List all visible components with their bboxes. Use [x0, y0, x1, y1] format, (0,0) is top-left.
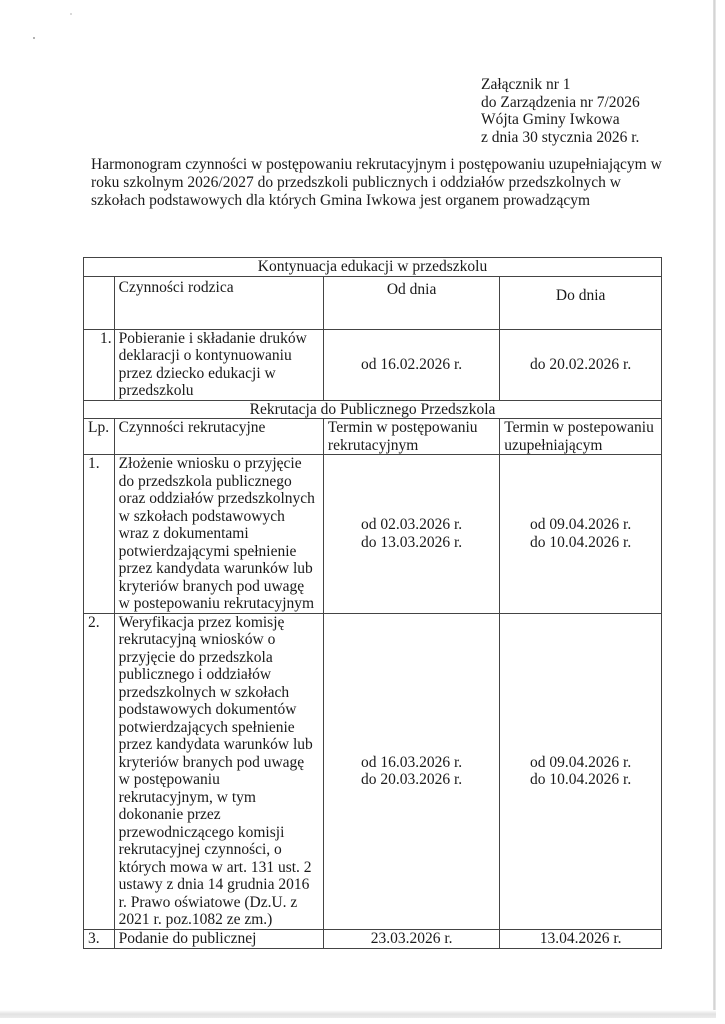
issue-date: z dnia 30 stycznia 2026 r.: [481, 128, 640, 146]
activity-line: kryteriów branych pod uwagę: [118, 577, 305, 595]
date-from: od 02.03.2026 r.: [361, 516, 463, 534]
table-row: [84, 455, 662, 614]
date-range: [361, 516, 462, 551]
header-line: uzupełniającym: [504, 436, 603, 454]
row-number: 2.: [84, 613, 115, 929]
header-from-date: Od dnia: [323, 276, 499, 329]
header-parent-activity: Czynności rodzica: [114, 276, 323, 329]
date-to: do 20.03.2026 r.: [361, 771, 463, 788]
header-line: Termin w postępowaniu: [327, 419, 478, 436]
activity-line: przez dziecko edukacji w: [118, 364, 276, 382]
activity-line: dokonanie przez: [118, 806, 221, 823]
to-date-cell: do 20.02.2026 r.: [500, 329, 662, 400]
date-range: [530, 754, 631, 789]
activity-line: r. Prawo oświatowe (Dz.U. z: [118, 893, 298, 911]
table-row: [84, 929, 662, 948]
header-lp-empty: [84, 276, 115, 329]
activity-line: w szkołach podstawowych: [118, 507, 285, 525]
date-from: od 16.03.2026 r.: [361, 753, 463, 771]
header-recruitment-term: [323, 419, 499, 455]
activity-cell: [114, 613, 323, 929]
header-line: rekrutacyjnym: [327, 436, 419, 454]
header-recruitment-activity: Czynności rekrutacyjne: [114, 419, 323, 455]
recruitment-term-cell: [323, 613, 499, 929]
header-to-date-label: Do dnia: [555, 286, 606, 304]
attachment-header: [481, 76, 640, 146]
table-row: [84, 329, 662, 400]
from-date-cell: od 16.02.2026 r.: [323, 329, 499, 400]
date-to: do 13.03.2026 r.: [361, 533, 463, 551]
activity-line: Weryfikacja przez komisję: [118, 613, 285, 631]
date-to: do 10.04.2026 r.: [530, 533, 632, 551]
date-range: [361, 754, 462, 789]
activity-line: przyjęcie do przedszkola: [118, 648, 273, 666]
activity-line: do przedszkola publicznego: [118, 472, 292, 490]
activity-line: przewodniczącego komisji: [118, 823, 285, 841]
activity-line: kryteriów branych pod uwagę: [118, 753, 305, 771]
activity-line: podstawowych dokumentów: [118, 701, 297, 718]
activity-line: potwierdzającymi spełnienie: [118, 542, 297, 560]
section-title-continuation: Kontynuacja edukacji w przedszkolu: [84, 258, 662, 277]
row-number: 1.: [84, 455, 115, 614]
header-supplementary-term: [500, 419, 662, 455]
regulation-reference: do Zarządzenia nr 7/2026: [481, 93, 640, 111]
activity-line: deklaracji o kontynuowaniu: [118, 347, 292, 364]
activity-line: rekrutacyjnym, w tym: [118, 788, 256, 806]
activity-line: przedszkolnych w szkołach: [118, 683, 290, 701]
recruitment-term-cell: [323, 455, 499, 614]
schedule-table: [83, 257, 662, 949]
activity-cell: [114, 329, 323, 400]
header-to-date: [500, 276, 662, 329]
activity-line: których mowa w art. 131 ust. 2: [118, 858, 312, 876]
activity-line: przedszkolu: [118, 382, 194, 399]
section-title-recruitment: Rekrutacja do Publicznego Przedszkola: [84, 400, 662, 419]
activity-cell: [114, 455, 323, 614]
row-number: 1.: [84, 329, 115, 400]
date-to: do 10.04.2026 r.: [530, 771, 632, 788]
column-header-row: [84, 276, 662, 329]
section-header-row: [84, 258, 662, 277]
activity-line: w postępowaniu: [118, 771, 220, 788]
header-lp: Lp.: [84, 419, 115, 455]
activity-line: w postepowaniu rekrutacyjnym: [118, 595, 315, 612]
activity-line: Pobieranie i składanie druków: [118, 329, 307, 347]
activity-cell: [114, 929, 323, 948]
date-from: od 09.04.2026 r.: [530, 753, 632, 771]
scan-edge-bottom: [0, 1010, 716, 1018]
activity-line: rekrutacyjną wniosków o: [118, 631, 276, 648]
activity-line: wraz z dokumentami: [118, 525, 249, 542]
recruitment-term-cell: 23.03.2026 r.: [323, 929, 499, 948]
supplementary-term-cell: [500, 613, 662, 929]
title-line: szkołach podstawowych dla których Gmina Iwkowa jest organem prowadzącym: [91, 192, 591, 209]
date-range: [530, 516, 631, 551]
title-line: Harmonogram czynności w postępowaniu rekrutacyjnym i postępowaniu uzupełniającym w: [91, 156, 662, 173]
activity-line: potwierdzających spełnienie: [118, 718, 295, 736]
activity-line: przez kandydata warunków lub: [118, 560, 313, 577]
row-number: 3.: [84, 929, 115, 948]
title-line: roku szkolnym 2026/2027 do przedszkoli publicznych i oddziałów przedszkolnych w: [91, 174, 621, 191]
document-title: [91, 156, 661, 210]
section-header-row: [84, 400, 662, 419]
scan-edge-right: [713, 0, 716, 1014]
table-row: [84, 613, 662, 929]
activity-line: publicznego i oddziałów: [118, 666, 272, 683]
activity-line: oraz oddziałów przedszkolnych: [118, 490, 315, 507]
header-line: Termin w postepowaniu: [504, 419, 654, 436]
activity-line: ustawy z dnia 14 grudnia 2016: [118, 876, 310, 893]
date-from: od 09.04.2026 r.: [530, 516, 632, 534]
scan-speck: [70, 13, 72, 15]
activity-line: 2021 r. poz.1082 ze zm.): [118, 911, 273, 928]
supplementary-term-cell: [500, 455, 662, 614]
activity-line: przez kandydata warunków lub: [118, 736, 313, 753]
supplementary-term-cell: 13.04.2026 r.: [500, 929, 662, 948]
column-header-row: [84, 419, 662, 455]
attachment-number: Załącznik nr 1: [481, 76, 571, 93]
issuer: Wójta Gminy Iwkowa: [481, 111, 620, 128]
activity-line: Złożenie wniosku o przyjęcie: [118, 455, 302, 472]
scan-speck: [33, 37, 35, 39]
activity-line: rekrutacyjnej czynności, o: [118, 841, 282, 858]
activity-line: Podanie do publicznej: [118, 929, 257, 947]
